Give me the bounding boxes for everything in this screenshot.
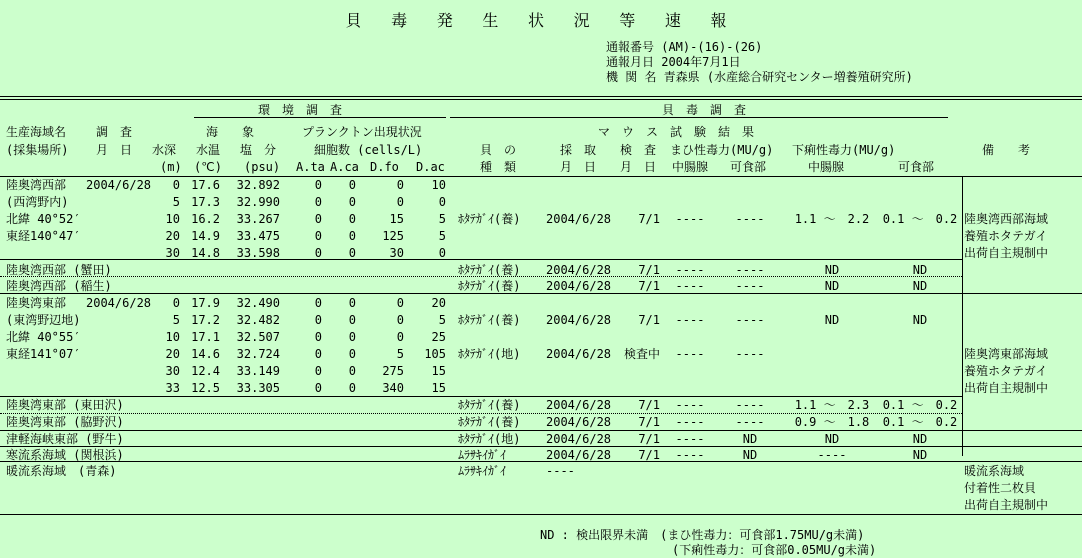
- cell-mahi-k: ----: [735, 398, 765, 412]
- cell-biko: 付着性二枚貝: [964, 481, 1037, 495]
- cell-ata: 0: [314, 212, 322, 226]
- cell-depth: 5: [172, 313, 180, 327]
- cell-area: 陸奥湾西部 (蟹田): [6, 263, 112, 277]
- cell-mahi-k: ----: [735, 212, 765, 226]
- cell-kai: ﾎﾀﾃｶﾞｲ(養): [458, 415, 521, 429]
- cell-mahi-c: ----: [675, 347, 705, 361]
- cell-mahi-c: ----: [675, 313, 705, 327]
- cell-area: 陸奥湾東部 (東田沢): [6, 398, 124, 412]
- cell-mahi-k: ND: [742, 448, 758, 462]
- cell-dac: 105: [424, 347, 446, 361]
- rule-row: [0, 293, 1082, 294]
- cell-kai: ﾎﾀﾃｶﾞｲ(養): [458, 398, 521, 412]
- cell-area: 陸奥湾西部: [6, 178, 67, 192]
- header-mahi: まひ性毒力(MU/g): [670, 143, 774, 157]
- cell-ata: 0: [314, 347, 322, 361]
- rule-top2: [0, 99, 1082, 100]
- cell-depth: 20: [165, 229, 180, 243]
- header-env: 環 境 調 査: [258, 103, 343, 117]
- header-area-sub: (採集場所): [6, 143, 69, 157]
- cell-kai: ﾑﾗｻｷｲｶﾞｲ: [458, 448, 507, 462]
- cell-survey: 2004/6/28: [86, 296, 152, 310]
- cell-survey: 2004/6/28: [86, 178, 152, 192]
- cell-dfo: 5: [396, 347, 404, 361]
- cell-geri-c: 1.1 ～ 2.3: [794, 398, 870, 412]
- cell-kensa: 検査中: [623, 347, 660, 361]
- cell-biko: 養殖ホタテガイ: [964, 364, 1048, 378]
- cell-ata: 0: [314, 178, 322, 192]
- report-agency: 機 関 名 青森県 (水産総合研究センター増養殖研究所): [606, 70, 913, 84]
- cell-kai: ﾎﾀﾃｶﾞｲ(養): [458, 263, 521, 277]
- cell-ata: 0: [314, 364, 322, 378]
- cell-area: 寒流系海域 (関根浜): [6, 448, 124, 462]
- cell-geri-k: 0.1 ～ 0.2: [882, 398, 958, 412]
- header-depth-unit: (m): [160, 160, 182, 174]
- cell-aca: 0: [348, 195, 356, 209]
- cell-kai: ﾑﾗｻｷｲｶﾞｲ: [458, 464, 507, 478]
- header-area: 生産海域名: [6, 125, 67, 139]
- cell-kensa: 7/1: [638, 313, 660, 327]
- cell-sal: 33.267: [236, 212, 280, 226]
- cell-geri-c: ----: [817, 448, 847, 462]
- rule-header-bottom: [0, 176, 1082, 177]
- cell-area: 陸奥湾東部 (脇野沢): [6, 415, 124, 429]
- cell-kai: ﾎﾀﾃｶﾞｲ(地): [458, 432, 521, 446]
- cell-temp: 17.6: [191, 178, 220, 192]
- cell-geri-k: ND: [912, 448, 928, 462]
- report-number: 通報番号 (AM)-(16)-(26): [606, 40, 763, 54]
- cell-temp: 17.9: [191, 296, 220, 310]
- header-geri: 下痢性毒力(MU/g): [792, 143, 896, 157]
- cell-temp: 17.3: [191, 195, 220, 209]
- cell-aca: 0: [348, 330, 356, 344]
- header-temp: 水温: [196, 143, 221, 157]
- header-dac: D.ac: [416, 160, 445, 174]
- header-kai: 貝 の: [480, 143, 517, 157]
- rule-env: [194, 117, 446, 118]
- header-kensa-sub: 月 日: [620, 160, 657, 174]
- cell-sal: 33.149: [236, 364, 280, 378]
- rule-bottom: [0, 514, 1082, 515]
- cell-saishu: 2004/6/28: [546, 279, 612, 293]
- cell-dfo: 275: [382, 364, 404, 378]
- cell-temp: 12.4: [191, 364, 220, 378]
- page-title: 貝 毒 発 生 状 況 等 速 報: [345, 11, 737, 30]
- cell-saishu: 2004/6/28: [546, 432, 612, 446]
- footnote-geri: (下痢性毒力：可食部0.05MU/g未満): [672, 543, 877, 557]
- cell-area: 北緯 40°52′: [6, 212, 81, 226]
- cell-depth: 30: [165, 246, 180, 260]
- cell-area: (西湾野内): [6, 195, 69, 209]
- cell-geri-c: ND: [824, 279, 840, 293]
- header-geri-chuu: 中腸腺: [808, 160, 845, 174]
- header-mahi-chuu: 中腸腺: [672, 160, 709, 174]
- header-temp-unit: (℃): [194, 160, 222, 174]
- cell-saishu: 2004/6/28: [546, 263, 612, 277]
- cell-dac: 25: [431, 330, 446, 344]
- cell-saishu: 2004/6/28: [546, 415, 612, 429]
- cell-geri-k: ND: [912, 263, 928, 277]
- cell-sal: 32.990: [236, 195, 280, 209]
- cell-aca: 0: [348, 347, 356, 361]
- cell-kensa: 7/1: [638, 263, 660, 277]
- rule-row: [0, 259, 962, 260]
- header-survey-sub: 月 日: [96, 143, 133, 157]
- header-ata: A.ta: [296, 160, 325, 174]
- cell-kensa: 7/1: [638, 398, 660, 412]
- cell-geri-c: ND: [824, 313, 840, 327]
- cell-depth: 20: [165, 347, 180, 361]
- cell-dac: 5: [438, 229, 446, 243]
- cell-kensa: 7/1: [638, 448, 660, 462]
- cell-aca: 0: [348, 296, 356, 310]
- rule-row: [0, 446, 1082, 447]
- cell-area: 暖流系海域 (青森): [6, 464, 117, 478]
- cell-geri-c: ND: [824, 432, 840, 446]
- cell-dac: 0: [438, 195, 446, 209]
- header-geri-kashoku: 可食部: [898, 160, 935, 174]
- cell-area: 東経141°07′: [6, 347, 81, 361]
- cell-biko: 出荷自主規制中: [964, 246, 1049, 260]
- cell-ata: 0: [314, 313, 322, 327]
- cell-mahi-c: ----: [675, 263, 705, 277]
- header-saishu-sub: 月 日: [560, 160, 597, 174]
- cell-saishu: 2004/6/28: [546, 448, 612, 462]
- cell-geri-c: ND: [824, 263, 840, 277]
- cell-mahi-k: ND: [742, 432, 758, 446]
- cell-sal: 32.892: [236, 178, 280, 192]
- header-mahi-kashoku: 可食部: [730, 160, 767, 174]
- cell-mahi-c: ----: [675, 448, 705, 462]
- cell-dfo: 0: [396, 296, 404, 310]
- cell-aca: 0: [348, 313, 356, 327]
- cell-dfo: 125: [382, 229, 404, 243]
- cell-depth: 10: [165, 330, 180, 344]
- rule-shell: [450, 117, 948, 118]
- cell-saishu: 2004/6/28: [546, 398, 612, 412]
- cell-area: 東経140°47′: [6, 229, 81, 243]
- cell-kai: ﾎﾀﾃｶﾞｲ(養): [458, 212, 521, 226]
- cell-temp: 12.5: [191, 381, 220, 395]
- cell-dac: 10: [431, 178, 446, 192]
- cell-mahi-c: ----: [675, 432, 705, 446]
- cell-mahi-c: ----: [675, 398, 705, 412]
- cell-aca: 0: [348, 246, 356, 260]
- cell-saishu: 2004/6/28: [546, 347, 612, 361]
- cell-temp: 17.1: [191, 330, 220, 344]
- cell-area: 津軽海峡東部 (野牛): [6, 432, 124, 446]
- cell-area: (東湾野辺地): [6, 313, 81, 327]
- header-biko: 備 考: [982, 143, 1031, 157]
- cell-saishu: 2004/6/28: [546, 313, 612, 327]
- header-survey: 調 査: [96, 125, 133, 139]
- rule-vertical: [962, 176, 963, 456]
- header-plankton: プランクトン出現状況: [302, 125, 422, 139]
- cell-sal: 32.482: [236, 313, 280, 327]
- header-sal: 塩 分: [240, 143, 277, 157]
- cell-temp: 17.2: [191, 313, 220, 327]
- cell-biko: 陸奥湾西部海域: [964, 212, 1049, 226]
- cell-kensa: 7/1: [638, 212, 660, 226]
- cell-depth: 30: [165, 364, 180, 378]
- header-shell: 貝 毒 調 査: [662, 103, 747, 117]
- cell-dac: 20: [431, 296, 446, 310]
- cell-temp: 16.2: [191, 212, 220, 226]
- cell-dac: 15: [431, 381, 446, 395]
- cell-area: 陸奥湾西部 (稲生): [6, 279, 112, 293]
- header-mouse: マ ウ ス 試 験 結 果: [598, 125, 755, 139]
- cell-aca: 0: [348, 364, 356, 378]
- cell-dac: 5: [438, 313, 446, 327]
- header-kensa: 検 査: [620, 143, 657, 157]
- rule-top: [0, 96, 1082, 97]
- header-depth: 水深: [152, 143, 177, 157]
- cell-sal: 32.507: [236, 330, 280, 344]
- cell-biko: 養殖ホタテガイ: [964, 229, 1048, 243]
- cell-ata: 0: [314, 229, 322, 243]
- cell-kai: ﾎﾀﾃｶﾞｲ(地): [458, 347, 521, 361]
- header-dfo: D.fo: [370, 160, 399, 174]
- cell-mahi-k: ----: [735, 347, 765, 361]
- cell-mahi-c: ----: [675, 212, 705, 226]
- cell-geri-k: ND: [912, 432, 928, 446]
- cell-kensa: 7/1: [638, 432, 660, 446]
- cell-dfo: 30: [389, 246, 404, 260]
- cell-dfo: 0: [396, 330, 404, 344]
- cell-saishu: ----: [546, 464, 575, 478]
- header-sal-unit: (psu): [244, 160, 281, 174]
- cell-kensa: 7/1: [638, 415, 660, 429]
- footnote-nd: ND : 検出限界未満 (まひ性毒力：可食部1.75MU/g未満): [540, 528, 865, 542]
- rule-row: [0, 396, 962, 397]
- cell-geri-c: 0.9 ～ 1.8: [794, 415, 870, 429]
- cell-temp: 14.9: [191, 229, 220, 243]
- cell-area: 北緯 40°55′: [6, 330, 81, 344]
- cell-dfo: 340: [382, 381, 404, 395]
- cell-geri-c: 1.1 ～ 2.2: [794, 212, 870, 226]
- rule-row: [0, 430, 1082, 431]
- cell-saishu: 2004/6/28: [546, 212, 612, 226]
- cell-biko: 陸奥湾東部海域: [964, 347, 1049, 361]
- cell-geri-k: 0.1 ～ 0.2: [882, 415, 958, 429]
- cell-area: 陸奥湾東部: [6, 296, 67, 310]
- cell-mahi-k: ----: [735, 263, 765, 277]
- cell-biko: 出荷自主規制中: [964, 498, 1049, 512]
- cell-ata: 0: [314, 296, 322, 310]
- cell-ata: 0: [314, 246, 322, 260]
- cell-depth: 0: [172, 296, 180, 310]
- cell-kensa: 7/1: [638, 279, 660, 293]
- cell-sal: 33.598: [236, 246, 280, 260]
- cell-sal: 32.490: [236, 296, 280, 310]
- header-saishu: 採 取: [560, 143, 597, 157]
- cell-geri-k: ND: [912, 313, 928, 327]
- cell-depth: 10: [165, 212, 180, 226]
- cell-depth: 33: [165, 381, 180, 395]
- cell-biko: 暖流系海域: [964, 464, 1025, 478]
- cell-mahi-c: ----: [675, 279, 705, 293]
- report-date: 通報月日 2004年7月1日: [606, 55, 741, 69]
- cell-kai: ﾎﾀﾃｶﾞｲ(養): [458, 279, 521, 293]
- cell-depth: 5: [172, 195, 180, 209]
- cell-dfo: 0: [396, 178, 404, 192]
- cell-biko: 出荷自主規制中: [964, 381, 1049, 395]
- cell-mahi-k: ----: [735, 313, 765, 327]
- cell-dfo: 15: [389, 212, 404, 226]
- header-kai-sub: 種 類: [480, 160, 517, 174]
- header-cells: 細胞数 (cells/L): [314, 143, 423, 157]
- cell-sal: 32.724: [236, 347, 280, 361]
- cell-mahi-c: ----: [675, 415, 705, 429]
- cell-depth: 0: [172, 178, 180, 192]
- cell-kai: ﾎﾀﾃｶﾞｲ(養): [458, 313, 521, 327]
- cell-aca: 0: [348, 229, 356, 243]
- cell-temp: 14.6: [191, 347, 220, 361]
- cell-ata: 0: [314, 381, 322, 395]
- cell-geri-k: 0.1 ～ 0.2: [882, 212, 958, 226]
- cell-ata: 0: [314, 330, 322, 344]
- header-sea: 海 象: [206, 125, 255, 139]
- cell-dac: 0: [438, 246, 446, 260]
- cell-sal: 33.305: [236, 381, 280, 395]
- cell-dfo: 0: [396, 195, 404, 209]
- cell-temp: 14.8: [191, 246, 220, 260]
- cell-aca: 0: [348, 381, 356, 395]
- header-aca: A.ca: [330, 160, 359, 174]
- cell-geri-k: ND: [912, 279, 928, 293]
- cell-sal: 33.475: [236, 229, 280, 243]
- cell-dfo: 0: [396, 313, 404, 327]
- cell-aca: 0: [348, 178, 356, 192]
- cell-dac: 15: [431, 364, 446, 378]
- cell-dac: 5: [438, 212, 446, 226]
- cell-aca: 0: [348, 212, 356, 226]
- cell-ata: 0: [314, 195, 322, 209]
- cell-mahi-k: ----: [735, 415, 765, 429]
- rule-row: [0, 413, 962, 414]
- cell-mahi-k: ----: [735, 279, 765, 293]
